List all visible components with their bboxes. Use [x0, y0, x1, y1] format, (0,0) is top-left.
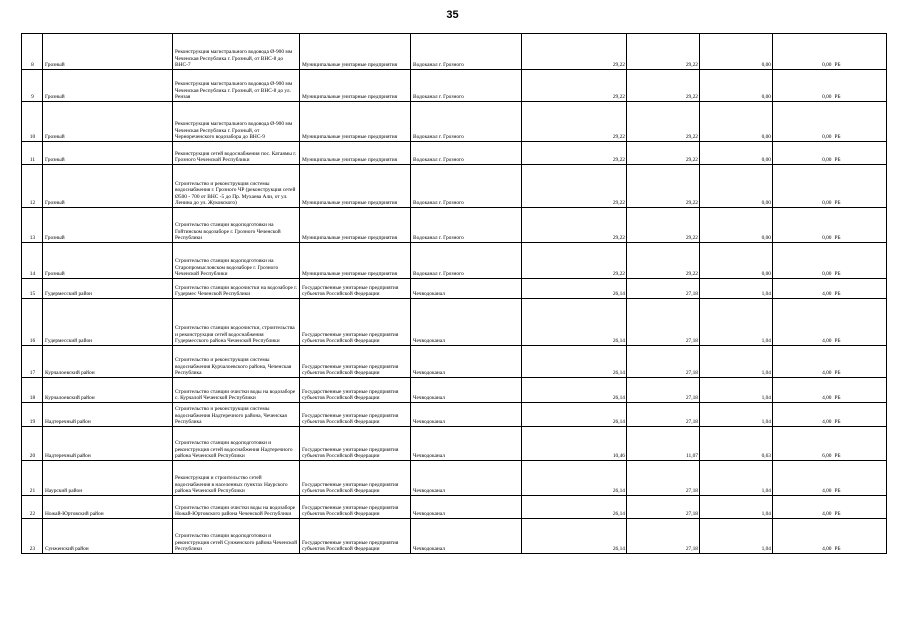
organization-type: Государственные унитарные предприятия субъектов Российской Федерации — [300, 496, 411, 519]
value-3: 1,04 — [700, 299, 773, 346]
row-number: 18 — [22, 378, 43, 403]
district-name: Надтеречный район — [43, 403, 173, 427]
row-number: 21 — [22, 461, 43, 496]
value-3: 0,00 — [700, 208, 773, 243]
project-description: Строительство и реконструкция системы водоснабжения Надтеречного района, Чеченская Республика — [173, 403, 300, 427]
value-1: 26,14 — [522, 519, 627, 554]
funding-source: РБ — [833, 378, 887, 403]
value-1: 29,22 — [522, 102, 627, 142]
table-row — [22, 142, 887, 165]
value-4: 4,00 — [773, 378, 833, 403]
value-4: 0,00 — [773, 34, 833, 70]
organization-type: Муниципальные унитарные предприятия — [300, 243, 411, 279]
funding-source: РБ — [833, 102, 887, 142]
value-1: 29,22 — [522, 142, 627, 165]
value-2: 29,22 — [627, 34, 700, 70]
district-name: Грозный — [43, 70, 173, 102]
enterprise-name: Чечводоканал — [411, 461, 522, 496]
row-number: 9 — [22, 70, 43, 102]
value-2: 11,07 — [627, 427, 700, 461]
value-4: 4,00 — [773, 279, 833, 299]
organization-type: Муниципальные унитарные предприятия — [300, 165, 411, 208]
project-description: Строительство и реконструкция системы водоснабжения г. Грозного ЧР (реконструкция сетей Ø500 - 700 от ВНС -5 до Пр. Мухаева Али, от ул. Ленина до ул. Жуковского) — [173, 165, 300, 208]
district-name: Грозный — [43, 243, 173, 279]
table-row — [22, 519, 887, 554]
project-description: Строительство станции очистки воды на водозаборе Ножай-Юртовского района Чеченской Республики — [173, 496, 300, 519]
project-description: Реконструкция магистрального водовода Ø-900 мм Чеченская Республика г. Грозный, от ВНС-8 до ул. Рензая — [173, 70, 300, 102]
value-3: 1,04 — [700, 461, 773, 496]
value-3: 1,04 — [700, 496, 773, 519]
value-4: 4,00 — [773, 496, 833, 519]
organization-type: Государственные унитарные предприятия субъектов Российской Федерации — [300, 427, 411, 461]
row-number: 19 — [22, 403, 43, 427]
enterprise-name: Чечводоканал — [411, 403, 522, 427]
value-1: 26,14 — [522, 403, 627, 427]
value-1: 29,22 — [522, 70, 627, 102]
organization-type: Государственные унитарные предприятия субъектов Российской Федерации — [300, 346, 411, 378]
organization-type: Муниципальные унитарные предприятия — [300, 208, 411, 243]
enterprise-name: Водоканал г. Грозного — [411, 34, 522, 70]
row-number: 23 — [22, 519, 43, 554]
row-number: 12 — [22, 165, 43, 208]
project-description: Строительство станции водоподготовки на Старопромысловском водозаборе г. Грозного Чеченской Республики — [173, 243, 300, 279]
organization-type: Государственные унитарные предприятия субъектов Российской Федерации — [300, 299, 411, 346]
value-3: 0,00 — [700, 70, 773, 102]
value-3: 0,00 — [700, 102, 773, 142]
value-3: 0,00 — [700, 165, 773, 208]
district-name: Ножай-Юртовский район — [43, 496, 173, 519]
value-1: 29,22 — [522, 208, 627, 243]
value-2: 27,18 — [627, 496, 700, 519]
funding-source: РБ — [833, 208, 887, 243]
value-2: 27,18 — [627, 299, 700, 346]
funding-source: РБ — [833, 165, 887, 208]
organization-type: Муниципальные унитарные предприятия — [300, 142, 411, 165]
value-2: 27,18 — [627, 279, 700, 299]
value-4: 4,00 — [773, 403, 833, 427]
value-4: 4,00 — [773, 461, 833, 496]
organization-type: Государственные унитарные предприятия субъектов Российской Федерации — [300, 519, 411, 554]
value-4: 4,00 — [773, 519, 833, 554]
value-1: 26,14 — [522, 299, 627, 346]
table-row — [22, 378, 887, 403]
value-4: 0,00 — [773, 243, 833, 279]
value-1: 29,22 — [522, 165, 627, 208]
table-row — [22, 496, 887, 519]
value-1: 26,14 — [522, 378, 627, 403]
district-name: Грозный — [43, 142, 173, 165]
value-1: 26,14 — [522, 461, 627, 496]
funding-source: РБ — [833, 279, 887, 299]
investment-table — [21, 33, 887, 554]
value-2: 27,18 — [627, 346, 700, 378]
project-description: Строительство и реконструкция системы водоснабжения Курчалоевского района, Чеченская Республика — [173, 346, 300, 378]
value-2: 27,18 — [627, 378, 700, 403]
organization-type: Государственные унитарные предприятия субъектов Российской Федерации — [300, 403, 411, 427]
enterprise-name: Чечводоканал — [411, 299, 522, 346]
enterprise-name: Водоканал г. Грозного — [411, 102, 522, 142]
value-1: 26,14 — [522, 346, 627, 378]
value-3: 1,04 — [700, 519, 773, 554]
row-number: 16 — [22, 299, 43, 346]
row-number: 11 — [22, 142, 43, 165]
project-description: Строительство станции водоочистки, строительства и реконструкция сетей водоснабжения Гудермесского района Чеченской Республики — [173, 299, 300, 346]
value-1: 26,14 — [522, 279, 627, 299]
row-number: 8 — [22, 34, 43, 70]
enterprise-name: Водоканал г. Грозного — [411, 208, 522, 243]
value-3: 0,00 — [700, 34, 773, 70]
funding-source: РБ — [833, 403, 887, 427]
value-2: 29,22 — [627, 243, 700, 279]
value-3: 0,63 — [700, 427, 773, 461]
organization-type: Муниципальные унитарные предприятия — [300, 70, 411, 102]
value-3: 0,00 — [700, 243, 773, 279]
project-description: Строительство станции водоочистки на водозаборе г. Гудермес Чеченской Республики — [173, 279, 300, 299]
project-description: Строительство станции водоподготовки и реконструкция сетей водоснабжения Надтеречного района Чеченской Республики — [173, 427, 300, 461]
value-4: 4,00 — [773, 299, 833, 346]
project-description: Строительство станции водоподготовки и реконструкция сетей Сунженского района Чеченской Республики — [173, 519, 300, 554]
funding-source: РБ — [833, 142, 887, 165]
funding-source: РБ — [833, 461, 887, 496]
row-number: 22 — [22, 496, 43, 519]
value-3: 0,00 — [700, 142, 773, 165]
value-2: 27,18 — [627, 461, 700, 496]
project-description: Строительство станции водоподготовки на Гойтинском водозаборе г. Грозного Чеченской Республики — [173, 208, 300, 243]
district-name: Грозный — [43, 102, 173, 142]
table-row — [22, 243, 887, 279]
organization-type: Муниципальные унитарные предприятия — [300, 102, 411, 142]
value-4: 6,00 — [773, 427, 833, 461]
table-row — [22, 70, 887, 102]
enterprise-name: Водоканал г. Грозного — [411, 70, 522, 102]
value-4: 4,00 — [773, 346, 833, 378]
value-4: 0,00 — [773, 208, 833, 243]
project-description: Реконструкция магистрального водовода Ø-900 мм Чеченская Республика г. Грозный, от Чернореченского водозабора до ВНС-9 — [173, 102, 300, 142]
project-description: Реконструкция магистрального водовода Ø-900 мм Чеченская Республика г. Грозный, от ВНС-8 до ВНС-7 — [173, 34, 300, 70]
funding-source: РБ — [833, 243, 887, 279]
organization-type: Государственные унитарные предприятия субъектов Российской Федерации — [300, 378, 411, 403]
value-2: 27,18 — [627, 403, 700, 427]
row-number: 13 — [22, 208, 43, 243]
district-name: Грозный — [43, 34, 173, 70]
table-row — [22, 279, 887, 299]
row-number: 20 — [22, 427, 43, 461]
table-row — [22, 34, 887, 70]
enterprise-name: Водоканал г. Грозного — [411, 243, 522, 279]
funding-source: РБ — [833, 346, 887, 378]
row-number: 14 — [22, 243, 43, 279]
value-2: 29,22 — [627, 142, 700, 165]
value-1: 10,46 — [522, 427, 627, 461]
project-description: Реконструкция сетей водоснабжения пос. Катаямы г. Грозного Чеченской Республики — [173, 142, 300, 165]
value-1: 29,22 — [522, 243, 627, 279]
value-4: 0,00 — [773, 142, 833, 165]
table-row — [22, 208, 887, 243]
funding-source: РБ — [833, 70, 887, 102]
funding-source: РБ — [833, 427, 887, 461]
enterprise-name: Чечводоканал — [411, 346, 522, 378]
row-number: 15 — [22, 279, 43, 299]
value-2: 27,18 — [627, 519, 700, 554]
table-row — [22, 299, 887, 346]
table-row — [22, 165, 887, 208]
funding-source: РБ — [833, 299, 887, 346]
value-2: 29,22 — [627, 165, 700, 208]
table-row — [22, 346, 887, 378]
value-2: 29,22 — [627, 70, 700, 102]
value-4: 0,00 — [773, 165, 833, 208]
value-4: 0,00 — [773, 102, 833, 142]
funding-source: РБ — [833, 496, 887, 519]
district-name: Гудермесский район — [43, 279, 173, 299]
funding-source: РБ — [833, 34, 887, 70]
organization-type: Государственные унитарные предприятия субъектов Российской Федерации — [300, 461, 411, 496]
funding-source: РБ — [833, 519, 887, 554]
value-1: 29,22 — [522, 34, 627, 70]
district-name: Надтеречный район — [43, 427, 173, 461]
enterprise-name: Чечводоканал — [411, 427, 522, 461]
project-description: Реконструкция и строительство сетей водоснабжения в населенных пунктах Наурского района Чеченской Республики — [173, 461, 300, 496]
table-row — [22, 461, 887, 496]
table-row — [22, 427, 887, 461]
project-description: Строительство станции очистки воды на водозаборе с. Курчалой Чеченской Республики — [173, 378, 300, 403]
district-name: Курчалоевский район — [43, 346, 173, 378]
district-name: Наурский район — [43, 461, 173, 496]
enterprise-name: Водоканал г. Грозного — [411, 165, 522, 208]
enterprise-name: Чечводоканал — [411, 519, 522, 554]
table-row — [22, 403, 887, 427]
value-1: 26,14 — [522, 496, 627, 519]
value-3: 1,04 — [700, 403, 773, 427]
value-3: 1,04 — [700, 279, 773, 299]
row-number: 10 — [22, 102, 43, 142]
enterprise-name: Чечводоканал — [411, 378, 522, 403]
value-3: 1,04 — [700, 346, 773, 378]
enterprise-name: Чечводоканал — [411, 496, 522, 519]
organization-type: Государственные унитарные предприятия субъектов Российской Федерации — [300, 279, 411, 299]
district-name: Курчалоевский район — [43, 378, 173, 403]
row-number: 17 — [22, 346, 43, 378]
district-name: Грозный — [43, 165, 173, 208]
enterprise-name: Чечводоканал — [411, 279, 522, 299]
district-name: Грозный — [43, 208, 173, 243]
value-2: 29,22 — [627, 208, 700, 243]
table-row — [22, 102, 887, 142]
district-name: Сунженский район — [43, 519, 173, 554]
enterprise-name: Водоканал г. Грозного — [411, 142, 522, 165]
value-3: 1,04 — [700, 378, 773, 403]
district-name: Гудермесский район — [43, 299, 173, 346]
value-4: 0,00 — [773, 70, 833, 102]
organization-type: Муниципальные унитарные предприятия — [300, 34, 411, 70]
page-number: 35 — [446, 9, 459, 21]
value-2: 29,22 — [627, 102, 700, 142]
